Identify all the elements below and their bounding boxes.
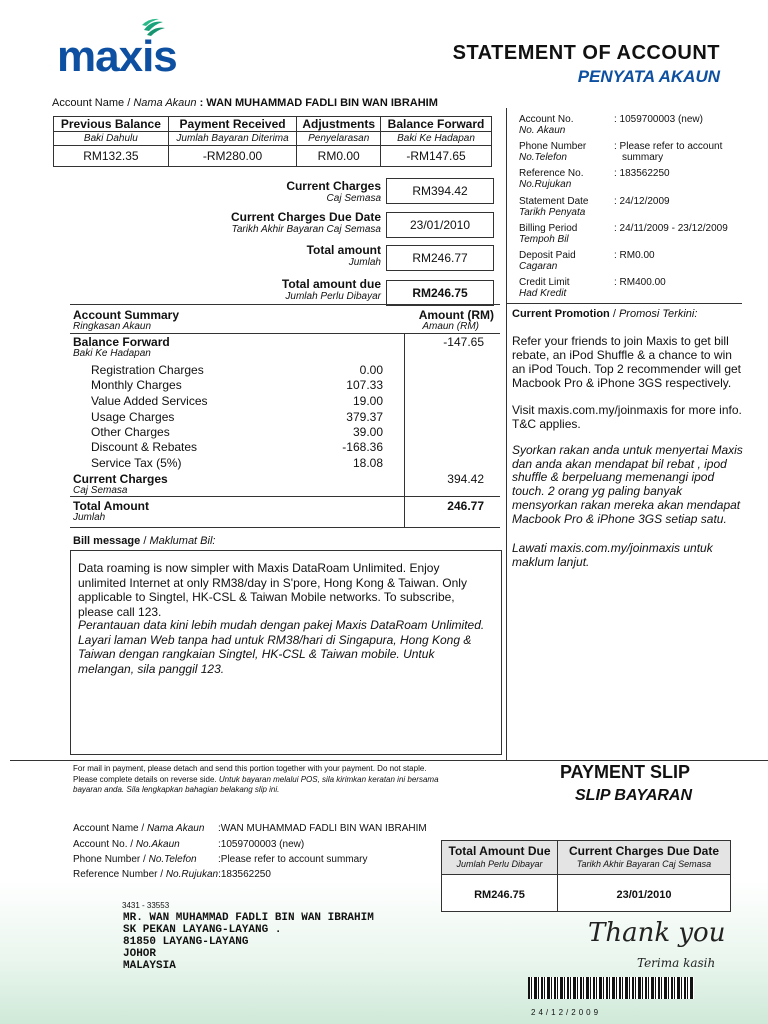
account-name-label: Account Name — [52, 97, 125, 109]
address-line: MALAYSIA — [123, 960, 176, 972]
info-value: : 183562250 — [614, 168, 670, 179]
account-name-line: Account Name / Nama Akaun : WAN MUHAMMAD FADLI BIN WAN IBRAHIM — [52, 97, 438, 109]
slip-cut-line — [10, 760, 768, 761]
brand-name: maxis — [57, 32, 177, 81]
total-amount-label: Total amount — [306, 243, 381, 257]
promotion-link-text-malay: Lawati maxis.com.my/joinmaxis untuk maklum lanjut. — [512, 541, 713, 569]
slip-field-reference: Reference Number / No.Rujukan:183562250 — [73, 869, 271, 880]
address-line: 81850 LAYANG-LAYANG — [123, 936, 249, 948]
thank-you-text: Thank you — [588, 918, 726, 948]
summary-top-rule — [70, 304, 500, 305]
info-label: Account No. — [519, 114, 574, 125]
info-label-malay: No.Telefon — [519, 152, 567, 163]
info-label-malay: Tarikh Penyata — [519, 207, 586, 218]
promotion-text: Refer your friends to join Maxis to get bill rebate, an iPod Shuffle & a chance to win an iPod Touch. Top 2 recommender will get Macbook Pro & iPhone 3GS respectively. — [512, 334, 742, 390]
promotion-title-en: Current Promotion — [512, 308, 610, 320]
summary-item-label: Registration Charges — [91, 363, 204, 377]
current-charges-label-malay: Caj Semasa — [326, 193, 381, 204]
address-line: JOHOR — [123, 948, 157, 960]
amount-column-rule — [404, 333, 405, 528]
slip-field-phone: Phone Number / No.Telefon :Please refer to account summary — [73, 854, 368, 865]
summary-total-label: Total Amount — [73, 499, 149, 513]
barcode-date: 24/12/2009 — [531, 1008, 602, 1017]
slip-field-label: Account No. — [73, 839, 128, 850]
total-due-label-malay: Jumlah Perlu Dibayar — [285, 291, 381, 302]
due-date-label-malay: Tarikh Akhir Bayaran Caj Semasa — [231, 224, 381, 235]
summary-item-value: 107.33 — [346, 378, 383, 392]
total-due-value: RM246.75 — [386, 280, 494, 306]
amount-header: Amount (RM) — [418, 308, 494, 322]
bill-message-title: Bill message / Maklumat Bil: — [73, 535, 216, 547]
slip-field-value: :WAN MUHAMMAD FADLI BIN WAN IBRAHIM — [218, 823, 427, 834]
summary-item-value: 39.00 — [352, 425, 383, 439]
bill-message-title-en: Bill message — [73, 535, 141, 547]
info-value: : 1059700003 (new) — [614, 114, 703, 125]
col-adjustments-malay: Penyelarasan — [297, 132, 381, 146]
col-adjustments: Adjustments — [297, 117, 381, 132]
address-line: MR. WAN MUHAMMAD FADLI BIN WAN IBRAHIM — [123, 912, 374, 924]
info-label-malay: Cagaran — [519, 261, 558, 272]
summary-item-value: 0.00 — [359, 363, 383, 377]
payment-barcode — [528, 977, 694, 999]
slip-field-account-no: Account No. / No.Akaun :1059700003 (new) — [73, 839, 305, 850]
statement-title: STATEMENT OF ACCOUNT — [452, 42, 720, 64]
info-value: : RM0.00 — [614, 250, 655, 261]
slip-field-label: Reference Number — [73, 869, 158, 880]
slip-total-due-label: Total Amount Due — [448, 844, 551, 858]
summary-row-other — [91, 425, 383, 439]
promotion-title-malay: Promosi Terkini: — [618, 308, 698, 320]
slip-total-due-label-malay: Jumlah Perlu Dibayar — [456, 859, 543, 869]
slip-field-label: Phone Number — [73, 854, 141, 865]
summary-item-label: Usage Charges — [91, 410, 175, 424]
bill-message-box — [70, 550, 502, 755]
summary-header-rule — [70, 333, 500, 334]
info-label-malay: No. Akaun — [519, 125, 566, 136]
slip-due-date-label: Current Charges Due Date — [568, 844, 720, 858]
slip-note-malay: Untuk bayaran melalui POS, sila kirimkan keratan ini bersama bayaran anda. Sila lengkapkan bahagian belakang slip ini. — [73, 774, 439, 794]
slip-field-value: :Please refer to account summary — [218, 854, 368, 865]
promotion-text-malay: Syorkan rakan anda untuk menyertai Maxis dan anda akan mendapat bil rebat , ipod shuffle & berpeluang memenangi ipod touch. 2 orang yg paling banyak mensyorkan rakan mereka akan mendapat Macbook Pro & iPhone 3GS setiap satu. — [512, 443, 743, 526]
summary-item-value: 19.00 — [352, 394, 383, 408]
slip-field-account-name: Account Name / Nama Akaun :WAN MUHAMMAD FADLI BIN WAN IBRAHIM — [73, 823, 427, 834]
mailing-address — [123, 912, 374, 972]
info-label-malay: Tempoh Bil — [519, 234, 569, 245]
previous-balance-value: RM132.35 — [54, 146, 169, 167]
column-divider — [506, 108, 507, 760]
summary-item-value: 379.37 — [346, 410, 383, 424]
payment-slip-title: PAYMENT SLIP — [560, 762, 691, 782]
amount-header-malay: Amaun (RM) — [422, 321, 479, 332]
info-value: : RM400.00 — [614, 277, 666, 288]
due-date-value: 23/01/2010 — [386, 212, 494, 238]
slip-field-value: :1059700003 (new) — [218, 839, 305, 850]
summary-current-charges-amount: 394.42 — [447, 472, 484, 486]
summary-row-monthly — [91, 378, 383, 392]
info-label-malay: No.Rujukan — [519, 179, 572, 190]
summary-item-label: Value Added Services — [91, 394, 208, 408]
maxis-logo — [57, 18, 187, 80]
summary-row-tax — [91, 456, 383, 470]
col-previous-balance: Previous Balance — [54, 117, 169, 132]
balance-forward-amount: -147.65 — [443, 335, 484, 349]
total-amount-value: RM246.77 — [386, 245, 494, 271]
address-line: SK PEKAN LAYANG-LAYANG . — [123, 924, 282, 936]
slip-due-date-value: 23/01/2010 — [616, 889, 672, 901]
col-payment-received: Payment Received — [168, 117, 297, 132]
slip-total-due-value: RM246.75 — [474, 889, 525, 901]
current-charges-value: RM394.42 — [386, 178, 494, 204]
info-label: Billing Period — [519, 223, 578, 234]
summary-row-discount — [91, 440, 383, 454]
col-previous-balance-malay: Baki Dahulu — [54, 132, 169, 146]
summary-item-label: Service Tax (5%) — [91, 456, 182, 470]
summary-row-vas — [91, 394, 383, 408]
info-label: Statement Date — [519, 196, 589, 207]
promotion-link-text: Visit maxis.com.my/joinmaxis for more info. T&C applies. — [512, 403, 742, 431]
summary-row-registration — [91, 363, 383, 377]
slip-note — [73, 764, 453, 796]
total-amount-label-malay: Jumlah — [348, 257, 381, 268]
promo-divider — [506, 303, 742, 304]
summary-item-label: Monthly Charges — [91, 378, 182, 392]
account-name-value: : WAN MUHAMMAD FADLI BIN WAN IBRAHIM — [199, 97, 438, 109]
thank-you-text-malay: Terima kasih — [637, 956, 716, 970]
info-label: Credit Limit — [519, 277, 570, 288]
current-charges-label: Current Charges — [286, 179, 381, 193]
balance-table — [53, 116, 492, 167]
col-payment-received-malay: Jumlah Bayaran Diterima — [168, 132, 297, 146]
slip-field-label: Account Name — [73, 823, 139, 834]
info-label: Deposit Paid — [519, 250, 576, 261]
col-balance-forward: Balance Forward — [381, 117, 492, 132]
info-value: : 24/12/2009 — [614, 196, 670, 207]
slip-due-date-label-malay: Tarikh Akhir Bayaran Caj Semasa — [576, 859, 712, 869]
balance-forward-value: -RM147.65 — [381, 146, 492, 167]
summary-bottom-rule — [70, 527, 500, 528]
info-label-malay: Had Kredit — [519, 288, 567, 299]
summary-total-label-malay: Jumlah — [73, 512, 106, 523]
promotion-title: Current Promotion / Promosi Terkini: — [512, 308, 698, 320]
total-due-label: Total amount due — [281, 277, 381, 291]
summary-item-value: -168.36 — [342, 440, 383, 454]
slip-field-label-malay: No.Akaun — [135, 839, 180, 850]
bill-message-text: Data roaming is now simpler with Maxis DataRoam Unlimited. Enjoy unlimited Internet at only RM38/day in S'pore, Hong Kong & Taiwan. Only applicable to Singtel, HK-CSL & Taiwan Mobile networks. To subscribe, please call 123. — [78, 561, 467, 619]
summary-title-malay: Ringkasan Akaun — [73, 321, 152, 332]
balance-forward-label-malay: Baki Ke Hadapan — [73, 348, 151, 359]
summary-item-value: 18.08 — [352, 456, 383, 470]
slip-field-value: :183562250 — [218, 869, 271, 880]
summary-total-amount: 246.77 — [447, 499, 484, 513]
info-value-cont: summary — [622, 152, 664, 163]
account-name-label-malay: Nama Akaun — [133, 97, 197, 109]
summary-current-charges-label: Current Charges — [73, 472, 168, 486]
balance-forward-label: Balance Forward — [73, 335, 170, 349]
slip-field-label-malay: No.Rujukan — [165, 869, 219, 880]
summary-row-usage — [91, 410, 383, 424]
statement-title-malay: PENYATA AKAUN — [577, 67, 720, 86]
summary-title: Account Summary — [73, 308, 180, 322]
summary-total-rule — [70, 496, 500, 497]
info-label: Phone Number — [519, 141, 587, 152]
summary-item-label: Discount & Rebates — [91, 440, 198, 454]
due-date-label: Current Charges Due Date — [230, 210, 381, 224]
adjustments-value: RM0.00 — [297, 146, 381, 167]
bill-message-text-malay: Perantauan data kini lebih mudah dengan pakej Maxis DataRoam Unlimited. Layari laman Web tanpa had untuk RM38/hari di Singapura, Hong Kong & Taiwan dengan rangkaian Singtel, HK-CSL & Taiwan mobile. Untuk melangan, sila panggil 123. — [78, 618, 485, 676]
payment-slip-title-malay: SLIP BAYARAN — [575, 787, 693, 804]
mail-code: 3431 - 33553 — [122, 901, 170, 910]
slip-note-en: For mail in payment, please detach and send this portion together with your payment. Do not staple. Please complete details on reverse side. — [73, 764, 427, 784]
col-balance-forward-malay: Baki Ke Hadapan — [381, 132, 492, 146]
bill-message-title-malay: Maklumat Bil: — [149, 535, 216, 547]
info-value: : Please refer to account — [614, 141, 723, 152]
summary-current-charges-label-malay: Caj Semasa — [73, 485, 128, 496]
slip-field-label-malay: No.Telefon — [148, 854, 197, 865]
info-value: : 24/11/2009 - 23/12/2009 — [614, 223, 728, 234]
slip-amount-box — [441, 840, 731, 912]
summary-item-label: Other Charges — [91, 425, 170, 439]
slip-field-label-malay: Nama Akaun — [146, 823, 205, 834]
info-label: Reference No. — [519, 168, 584, 179]
payment-received-value: -RM280.00 — [168, 146, 297, 167]
